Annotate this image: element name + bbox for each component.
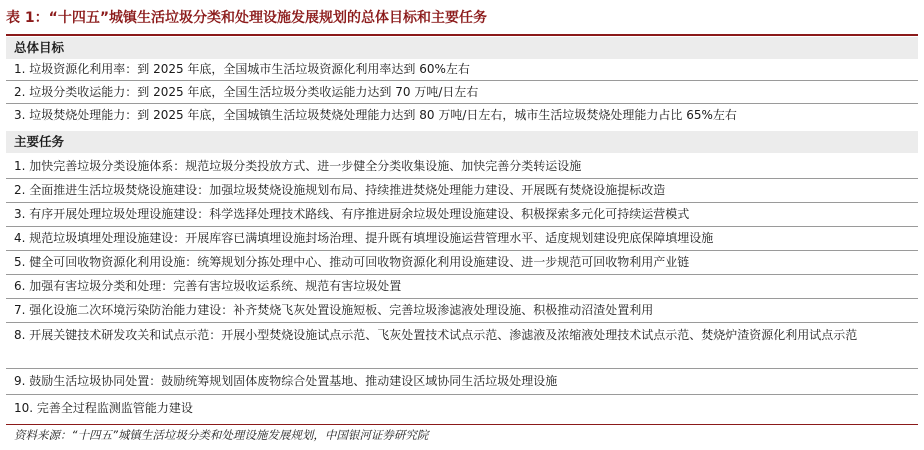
table-title: 表 1：“十四五”城镇生活垃圾分类和处理设施发展规划的总体目标和主要任务 (6, 10, 488, 26)
row-divider (6, 368, 918, 369)
section-header-tasks: 主要任务 (6, 131, 918, 153)
task-item-5: 5. 健全可回收物资源化利用设施：统筹规划分拣处理中心、推动可回收物资源化利用设施建设、进一步规范可回收物利用产业链 (14, 255, 690, 269)
task-item-3: 3. 有序开展处理垃圾处理设施建设：科学选择处理技术路线、有序推进厨余垃圾处理设施建设、积极探索多元化可持续运营模式 (14, 207, 690, 221)
section-header-overall: 总体目标 (6, 37, 918, 59)
task-item-7: 7. 强化设施二次环境污染防治能力建设：补齐焚烧飞灰处置设施短板、完善垃圾渗滤液处理设施、积极推动沼渣处置利用 (14, 303, 654, 317)
task-item-1: 1. 加快完善垃圾分类设施体系：规范垃圾分类投放方式、进一步健全分类收集设施、加快完善分类转运设施 (14, 159, 582, 173)
overall-item-2: 2. 垃圾分类收运能力：到 2025 年底，全国生活垃圾分类收运能力达到 70 万吨/日左右 (14, 85, 479, 99)
task-item-9: 9. 鼓励生活垃圾协同处置：鼓励统筹规划固体废物综合处置基地、推动建设区域协同生活垃圾处理设施 (14, 374, 558, 388)
table-bottom-divider (6, 424, 918, 425)
task-item-10: 10. 完善全过程监测监管能力建设 (14, 401, 193, 415)
overall-item-3: 3. 垃圾焚烧处理能力：到 2025 年底，全国城镇生活垃圾焚烧处理能力达到 80 万吨/日左右，城市生活垃圾焚烧处理能力占比 65%左右 (14, 108, 737, 122)
task-item-8: 8. 开展关键技术研发攻关和试点示范：开展小型焚烧设施试点示范、飞灰处置技术试点示范、渗滤液及浓缩液处理技术试点示范、焚烧炉渣资源化利用试点示范 (14, 328, 858, 342)
row-divider (6, 322, 918, 323)
overall-item-1: 1. 垃圾资源化利用率：到 2025 年底，全国城市生活垃圾资源化利用率达到 60%左右 (14, 62, 470, 76)
source-note: 资料来源：“十四五”城镇生活垃圾分类和处理设施发展规划，中国银河证券研究院 (14, 428, 429, 442)
task-item-6: 6. 加强有害垃圾分类和处理：完善有害垃圾收运系统、规范有害垃圾处置 (14, 279, 402, 293)
task-item-2: 2. 全面推进生活垃圾焚烧设施建设：加强垃圾焚烧设施规划布局、持续推进焚烧处理能力建设、开展既有焚烧设施提标改造 (14, 183, 666, 197)
task-item-4: 4. 规范垃圾填埋处理设施建设：开展库容已满填埋设施封场治理、提升既有填埋设施运营管理水平、适度规划建设兜底保障填埋设施 (14, 231, 714, 245)
title-divider (6, 34, 918, 36)
row-divider (6, 394, 918, 395)
